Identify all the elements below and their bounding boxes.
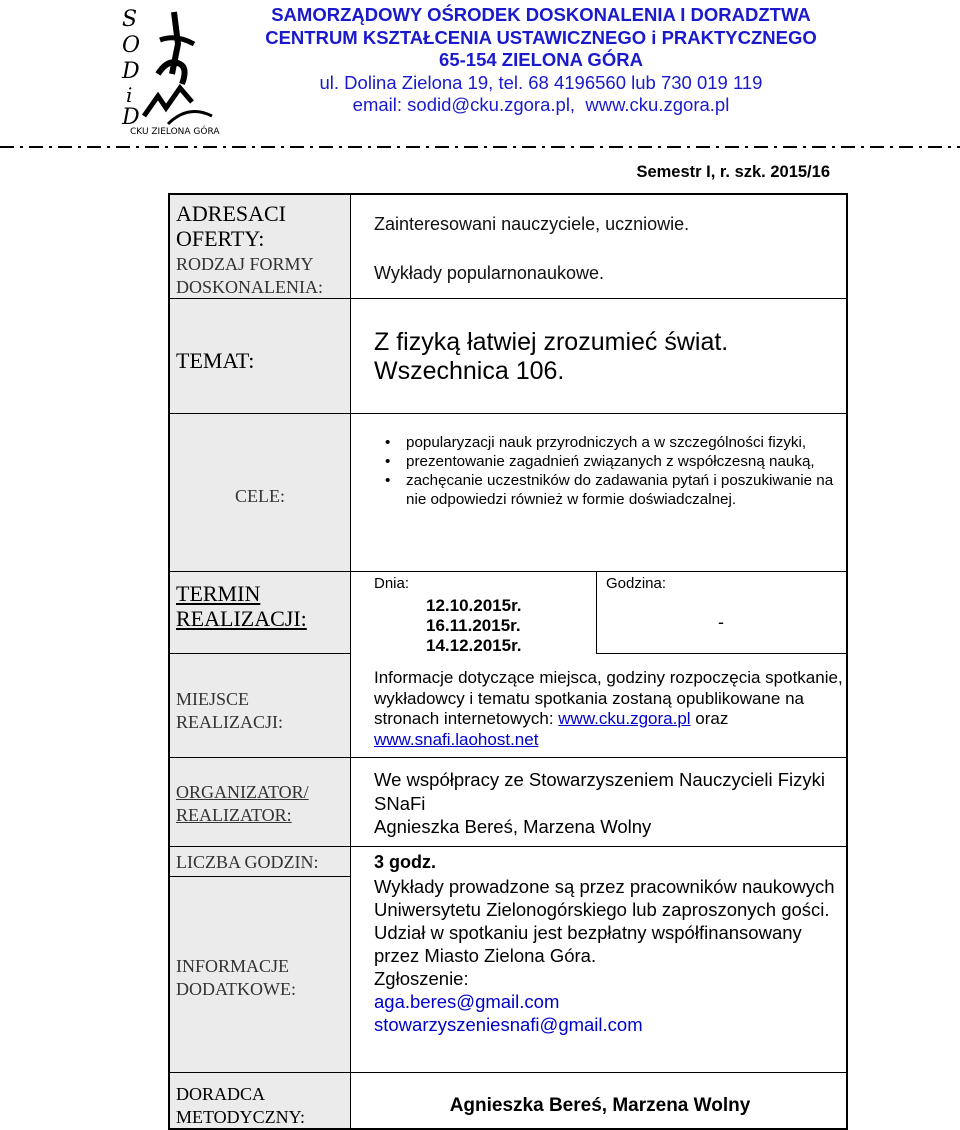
termin-label-line-2: REALIZACJI:: [176, 606, 307, 631]
date-item: 14.12.2015r.: [426, 636, 522, 655]
email-link[interactable]: sodid@cku.zgora.pl,: [407, 94, 576, 115]
rodzaj-label: RODZAJ FORMY DOSKONALENIA:: [176, 254, 323, 297]
dates-list: [426, 596, 521, 656]
sodid-logo: [108, 4, 226, 136]
liczba-label: LICZBA GODZIN:: [176, 852, 319, 872]
cele-label: CELE:: [235, 486, 285, 506]
organizator-line-1: We współpracy ze Stowarzyszeniem Nauczycieli Fizyki SNaFi: [374, 769, 825, 814]
cele-item: • prezentowanie zagadnień związanych z współczesną nauką,: [382, 452, 852, 471]
snafi-link[interactable]: www.snafi.laohost.net: [374, 729, 539, 749]
svg-text:S: S: [122, 7, 138, 32]
organizator-label-line-2: REALIZATOR:: [176, 805, 292, 825]
organizator-line-2: Agnieszka Bereś, Marzena Wolny: [374, 816, 652, 837]
email-contact-2[interactable]: stowarzyszeniesnafi@gmail.com: [374, 1014, 643, 1035]
row-separator: [170, 571, 848, 572]
header-divider: [0, 140, 960, 154]
cele-list: [382, 433, 852, 509]
organizator-label-line-1: ORGANIZATOR/: [176, 782, 309, 802]
doradca-value: Agnieszka Bereś, Marzena Wolny: [449, 1095, 751, 1116]
website-link[interactable]: www.cku.zgora.pl: [585, 94, 730, 115]
header-line-1: SAMORZĄDOWY OŚRODEK DOSKONALENIA I DORADZTWA: [271, 4, 811, 25]
cele-item: • zachęcanie uczestników do zadawania pytań i poszukiwanie na nie odpowiedzi również w formie doświadczalnej.: [382, 471, 852, 509]
adresaci-label: ADRESACI OFERTY:: [176, 201, 287, 251]
godzina-label: Godzina:: [606, 575, 667, 592]
header-line-3: 65-154 ZIELONA GÓRA: [439, 49, 643, 70]
date-item: 16.11.2015r.: [426, 616, 521, 635]
logo-caption: CKU ZIELONA GÓRA: [130, 127, 220, 136]
column-divider: [596, 571, 597, 653]
semester-label: Semestr I, r. szk. 2015/16: [636, 163, 830, 181]
miejsce-label: MIEJSCE REALIZACJI:: [176, 689, 283, 732]
email-contact-1[interactable]: aga.beres@gmail.com: [374, 991, 560, 1012]
row-separator: [170, 876, 350, 877]
row-separator: [170, 413, 848, 414]
header-address: ul. Dolina Zielona 19, tel. 68 4196560 lub 730 019 119: [319, 71, 763, 93]
informacje-value: [374, 875, 844, 1036]
dnia-label: Dnia:: [374, 575, 410, 592]
offer-form: [168, 193, 848, 1130]
cku-link[interactable]: www.cku.zgora.pl: [558, 709, 691, 728]
termin-label-line-1: TERMIN: [176, 581, 261, 606]
row-separator: [170, 298, 848, 299]
svg-text:O: O: [122, 33, 141, 58]
organizator-value: [374, 768, 844, 839]
adresaci-value: Zainteresowani nauczyciele, uczniowie.: [374, 214, 690, 234]
temat-label: TEMAT:: [176, 348, 255, 373]
termin-label: [176, 581, 348, 631]
informacje-text: Wykłady prowadzone są przez pracowników naukowych Uniwersytetu Zielonogórskiego lub zaproszonych gości. Udział w spotkaniu jest bezpłatny współfinansowany przez Miasto Zielona Góra.: [374, 876, 835, 966]
temat-value-1: Z fizyką łatwiej zrozumieć świat.: [374, 328, 729, 356]
header-line-2: CENTRUM KSZTAŁCENIA USTAWICZNEGO i PRAKTYCZNEGO: [265, 26, 817, 48]
liczba-value: 3 godz.: [374, 852, 436, 872]
row-separator: [170, 846, 848, 847]
temat-value-2: Wszechnica 106.: [374, 357, 565, 385]
godzina-value: -: [718, 612, 724, 632]
date-item: 12.10.2015r.: [426, 596, 522, 615]
row-separator: [596, 653, 848, 654]
miejsce-value: [374, 668, 844, 750]
rodzaj-value: Wykłady popularnonaukowe.: [374, 263, 604, 283]
svg-text:D: D: [122, 105, 140, 130]
row-separator: [170, 757, 848, 758]
miejsce-text: Informacje dotyczące miejsca, godziny rozpoczęcia spotkanie, wykładowcy i tematu spotkania zostaną opublikowane na stronach internetowych:: [374, 668, 843, 728]
row-separator: [170, 1072, 848, 1073]
svg-text:D: D: [122, 59, 140, 84]
zgloszenie-label: Zgłoszenie:: [374, 968, 469, 989]
doradca-label: DORADCA METODYCZNY:: [176, 1084, 306, 1127]
svg-text:i: i: [126, 83, 133, 107]
oraz-text: oraz: [690, 709, 729, 728]
informacje-label: INFORMACJE DODATKOWE:: [176, 956, 296, 999]
organizator-label: [176, 781, 348, 827]
header-contact: [232, 94, 850, 117]
email-prefix: email:: [352, 94, 408, 115]
institution-header: [232, 4, 850, 117]
cele-item: • popularyzacji nauk przyrodniczych a w szczególności fizyki,: [382, 433, 852, 452]
row-separator: [170, 653, 350, 654]
